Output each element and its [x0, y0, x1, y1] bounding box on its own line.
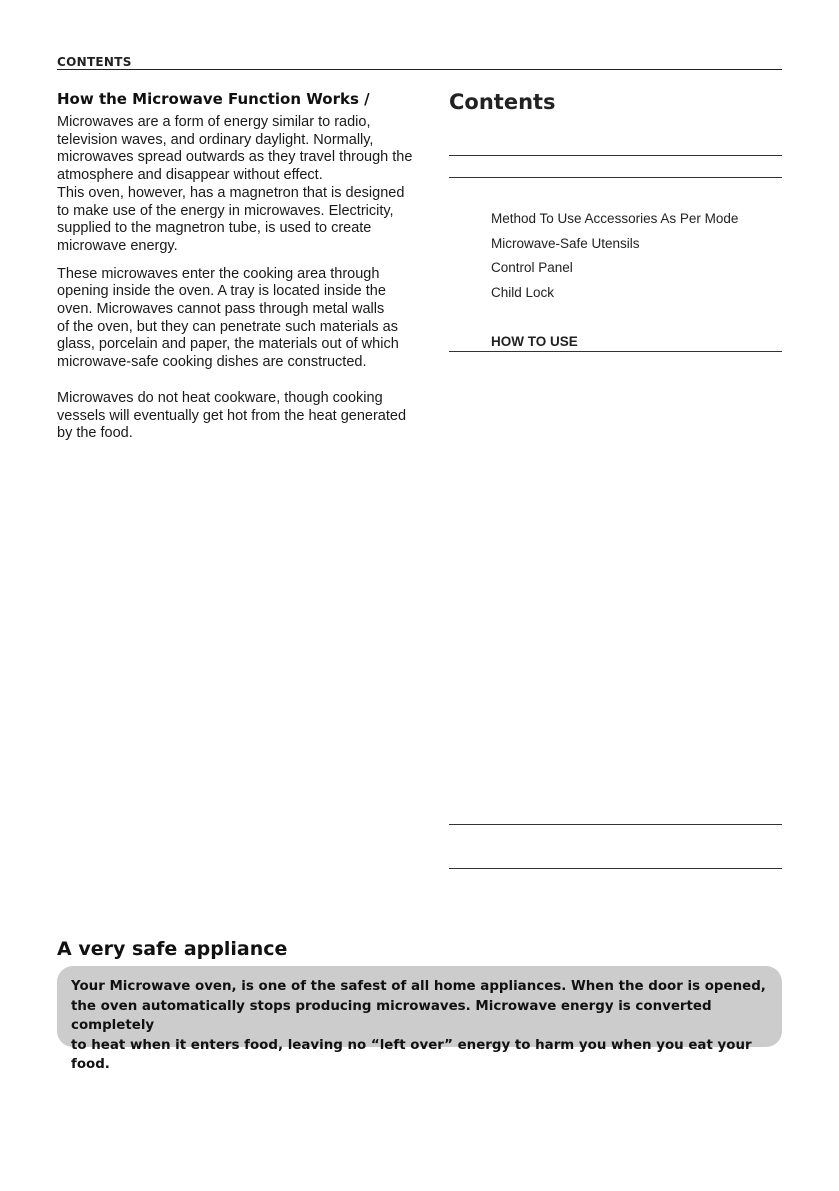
paragraph-line: microwave-safe cooking dishes are constructed.	[57, 354, 367, 371]
paragraph-line: of the oven, but they can penetrate such materials as	[57, 318, 398, 335]
paragraph-line: by the food.	[57, 425, 133, 442]
toc-item-accessories[interactable]: Method To Use Accessories As Per Mode	[491, 211, 739, 226]
safety-text-line: the oven automatically stops producing microwaves. Microwave energy is converted completely	[71, 998, 712, 1033]
safety-heading: A very safe appliance	[57, 938, 288, 960]
how-it-works-heading: How the Microwave Function Works /	[57, 90, 370, 108]
paragraph-line: This oven, however, has a magnetron that is designed	[57, 184, 405, 201]
paragraph-3	[57, 390, 425, 443]
paragraph-line: opening inside the oven. A tray is located inside the	[57, 283, 386, 300]
paragraph-line: vessels will eventually get hot from the heat generated	[57, 407, 407, 424]
paragraph-line: supplied to the magnetron tube, is used to create	[57, 220, 372, 237]
paragraph-line: microwaves spread outwards as they travel through the	[57, 149, 413, 166]
toc-section-how-to-use[interactable]: HOW TO USE	[491, 334, 578, 349]
safety-text-line: Your Microwave oven, is one of the safest of all home appliances. When the door is opened,	[71, 979, 766, 994]
toc-item-child-lock[interactable]: Child Lock	[491, 284, 555, 300]
contents-divider	[449, 824, 782, 825]
paragraph-line: Microwaves are a form of energy similar to radio,	[57, 114, 371, 130]
page-header-label: CONTENTS	[57, 55, 132, 69]
safety-callout-box	[57, 966, 782, 1072]
safety-text-line: to heat when it enters food, leaving no “left over” energy to harm you when you eat your food.	[71, 1037, 752, 1072]
toc-list	[491, 210, 738, 308]
paragraph-line: to make use of the energy in microwaves. Electricity,	[57, 202, 394, 219]
toc-item-utensils[interactable]: Microwave-Safe Utensils	[491, 235, 640, 251]
contents-divider	[449, 351, 782, 352]
header-divider	[57, 69, 782, 70]
paragraph-line: These microwaves enter the cooking area through	[57, 265, 380, 282]
contents-divider	[449, 177, 782, 178]
contents-title: Contents	[449, 90, 556, 114]
paragraph-1	[57, 114, 425, 256]
how-it-works-section	[57, 90, 425, 443]
contents-divider	[449, 155, 782, 156]
toc-item-control-panel[interactable]: Control Panel	[491, 260, 573, 275]
contents-divider	[449, 868, 782, 869]
paragraph-2	[57, 266, 425, 372]
paragraph-line: atmosphere and disappear without effect.	[57, 167, 323, 184]
paragraph-line: television waves, and ordinary daylight. Normally,	[57, 131, 374, 148]
paragraph-line: oven. Microwaves cannot pass through metal walls	[57, 301, 385, 318]
paragraph-line: Microwaves do not heat cookware, though cooking	[57, 389, 383, 406]
paragraph-line: microwave energy.	[57, 237, 178, 254]
paragraph-line: glass, porcelain and paper, the materials out of which	[57, 336, 399, 353]
